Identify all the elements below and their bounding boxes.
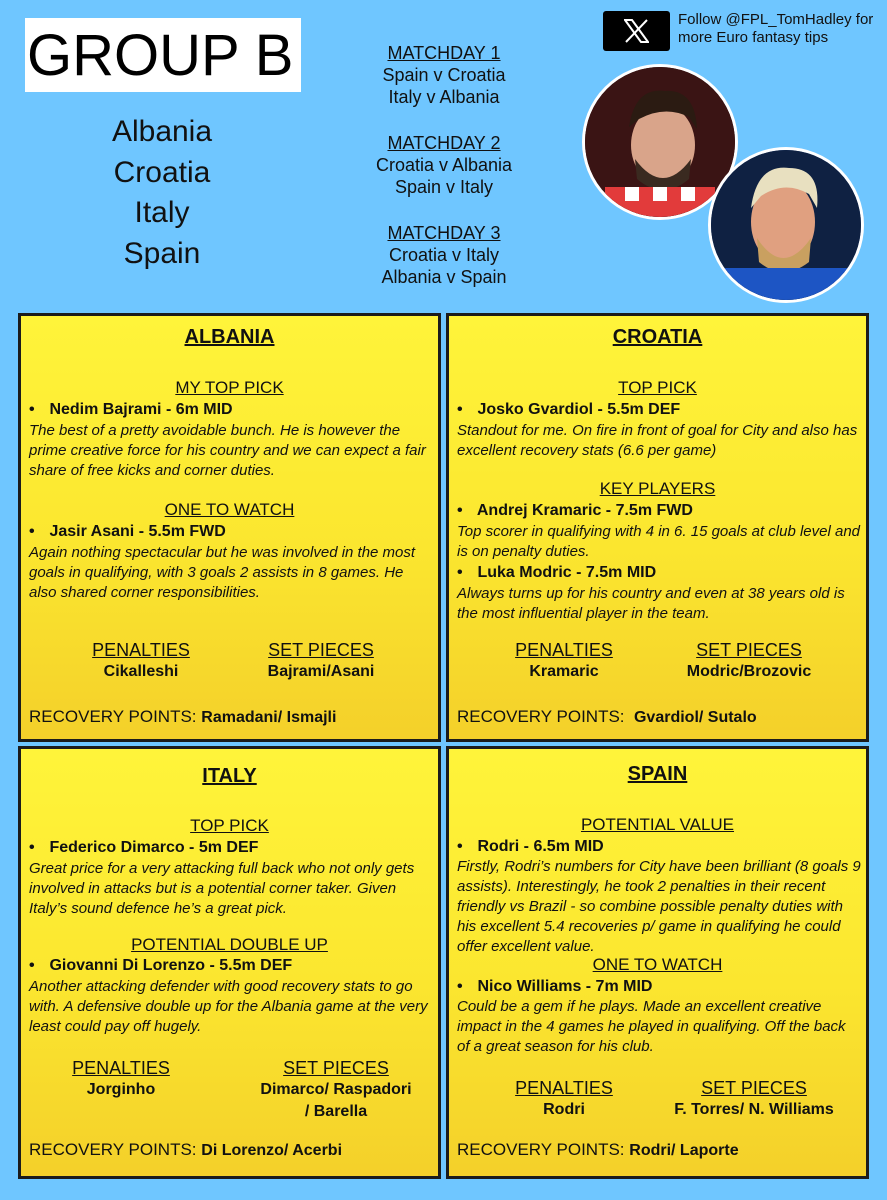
matchday-2 <box>350 132 538 198</box>
penalties-value: Cikalleshi <box>103 663 179 680</box>
section-heading: KEY PLAYERS <box>599 479 716 498</box>
set-pieces-block <box>236 1057 436 1123</box>
matchday-heading: MATCHDAY 1 <box>387 43 501 63</box>
card-title: ITALY <box>202 765 257 787</box>
player-name: • Luka Modric - 7.5m MID <box>457 564 657 581</box>
matchday-1 <box>350 42 538 108</box>
penalties-block <box>489 1077 639 1121</box>
recovery-points: RECOVERY POINTS: Di Lorenzo/ Acerbi <box>29 1140 343 1159</box>
set-pieces-value: / Barella <box>304 1103 368 1120</box>
set-pieces-value: F. Torres/ N. Williams <box>674 1101 834 1118</box>
fixture: Italy v Albania <box>388 87 500 107</box>
bullet-icon: • <box>29 957 35 974</box>
player-name: • Jasir Asani - 5.5m FWD <box>29 523 226 540</box>
bullet-icon: • <box>457 502 463 519</box>
set-pieces-block <box>236 639 406 683</box>
section-heading: ONE TO WATCH <box>164 500 295 519</box>
player-description: Another attacking defender with good recovery stats to go with. A defensive double up for the Albania game at the very least could pay off hugely. <box>29 978 428 1035</box>
player-name: • Josko Gvardiol - 5.5m DEF <box>457 401 681 418</box>
recovery-points: RECOVERY POINTS: Gvardiol/ Sutalo <box>457 707 757 726</box>
bullet-icon: • <box>457 978 463 995</box>
set-pieces-value: Bajrami/Asani <box>267 663 375 680</box>
penalties-block <box>71 639 211 683</box>
player-description: The best of a pretty avoidable bunch. He is however the prime creative force for his country and we can expect a fair share of free kicks and corner duties. <box>29 422 426 479</box>
matchday-heading: MATCHDAY 2 <box>387 133 501 153</box>
section-heading: POTENTIAL VALUE <box>580 815 735 834</box>
player-name: • Giovanni Di Lorenzo - 5.5m DEF <box>29 957 293 974</box>
fixture: Spain v Italy <box>394 177 494 197</box>
bullet-icon: • <box>29 401 35 418</box>
player-name: • Andrej Kramaric - 7.5m FWD <box>457 502 693 519</box>
set-pieces-label: SET PIECES <box>283 1058 389 1078</box>
bullet-icon: • <box>29 523 35 540</box>
set-pieces-block <box>649 1077 859 1121</box>
card-title: ALBANIA <box>184 326 275 348</box>
section-heading: TOP PICK <box>618 378 697 397</box>
matchday-3 <box>350 222 538 288</box>
title-box <box>25 18 301 92</box>
player-description: Always turns up for his country and even at 38 years old is the most influential player in the team. <box>457 585 845 622</box>
card-title: SPAIN <box>627 763 688 785</box>
section-heading: POTENTIAL DOUBLE UP <box>131 935 328 954</box>
fixture: Croatia v Albania <box>375 155 513 175</box>
bullet-icon: • <box>29 839 35 856</box>
penalties-value: Kramaric <box>529 663 599 680</box>
matchday-heading: MATCHDAY 3 <box>387 223 501 243</box>
team-name: Albania <box>111 115 213 148</box>
bullet-icon: • <box>457 564 463 581</box>
set-pieces-block <box>659 639 839 683</box>
player-description: Could be a gem if he plays. Made an excellent creative impact in the 4 games he played in qualifying. Off the back of a great season for his club. <box>457 998 846 1055</box>
team-name: Croatia <box>113 155 211 189</box>
section-heading: ONE TO WATCH <box>592 955 723 974</box>
recovery-points: RECOVERY POINTS: Ramadani/ Ismajli <box>29 707 337 726</box>
set-pieces-label: SET PIECES <box>701 1078 807 1098</box>
group-teams-list <box>100 112 224 274</box>
team-name: Italy <box>134 196 190 229</box>
player-name: • Rodri - 6.5m MID <box>457 838 604 855</box>
team-card-spain <box>446 746 869 1179</box>
penalties-label: PENALTIES <box>72 1058 170 1078</box>
player-name: • Nico Williams - 7m MID <box>457 978 653 995</box>
bullet-icon: • <box>457 401 463 418</box>
team-card-croatia <box>446 313 869 742</box>
team-name: Spain <box>123 236 201 270</box>
section-heading: TOP PICK <box>190 816 269 835</box>
penalties-value: Jorginho <box>86 1081 156 1098</box>
team-card-albania <box>18 313 441 742</box>
follow-text: Follow @FPL_TomHadley for more Euro fantasy tips <box>678 11 874 46</box>
penalties-block <box>51 1057 191 1101</box>
section-heading: MY TOP PICK <box>175 378 284 397</box>
player-description: Standout for me. On fire in front of goal for City and also has excellent recovery stats (6.6 per game) <box>457 422 858 459</box>
page-title: GROUP B <box>27 23 294 88</box>
player-description: Again nothing spectacular but he was involved in the most goals in qualifying, with 3 goals 2 assists in 8 games. He also shared corner responsibilities. <box>29 544 416 601</box>
set-pieces-label: SET PIECES <box>696 640 802 660</box>
penalties-label: PENALTIES <box>515 640 613 660</box>
set-pieces-value: Modric/Brozovic <box>686 663 812 680</box>
recovery-points: RECOVERY POINTS: Rodri/ Laporte <box>457 1140 739 1159</box>
x-logo-icon[interactable] <box>603 11 670 51</box>
penalties-block <box>489 639 639 683</box>
fixture: Albania v Spain <box>381 267 507 287</box>
team-card-italy <box>18 746 441 1179</box>
card-title: CROATIA <box>612 326 703 348</box>
fixture: Spain v Croatia <box>382 65 506 85</box>
player-name: • Nedim Bajrami - 6m MID <box>29 401 233 418</box>
player-description: Firstly, Rodri’s numbers for City have been brilliant (8 goals 9 assists). Interestingly, he took 2 penalties in their recent friendly vs Brazil - so combine possible penalty duties with his excellent 5.4 recoveries p/ game in qualifying he could offer excellent value. <box>457 858 861 955</box>
penalties-label: PENALTIES <box>92 640 190 660</box>
set-pieces-value: Dimarco/ Raspadori <box>260 1081 412 1098</box>
penalties-label: PENALTIES <box>515 1078 613 1098</box>
player-name: • Federico Dimarco - 5m DEF <box>29 839 259 856</box>
player-description: Top scorer in qualifying with 4 in 6. 15 goals at club level and is on penalty duties. <box>457 523 861 560</box>
penalties-value: Rodri <box>543 1101 585 1118</box>
player-description: Great price for a very attacking full back who not only gets involved in attacks but is a potential corner taker. Given Italy’s sound defence he’s a great pick. <box>29 860 415 917</box>
fixture: Croatia v Italy <box>388 245 500 265</box>
player-photo-avatar <box>708 147 864 303</box>
bullet-icon: • <box>457 838 463 855</box>
set-pieces-label: SET PIECES <box>268 640 374 660</box>
